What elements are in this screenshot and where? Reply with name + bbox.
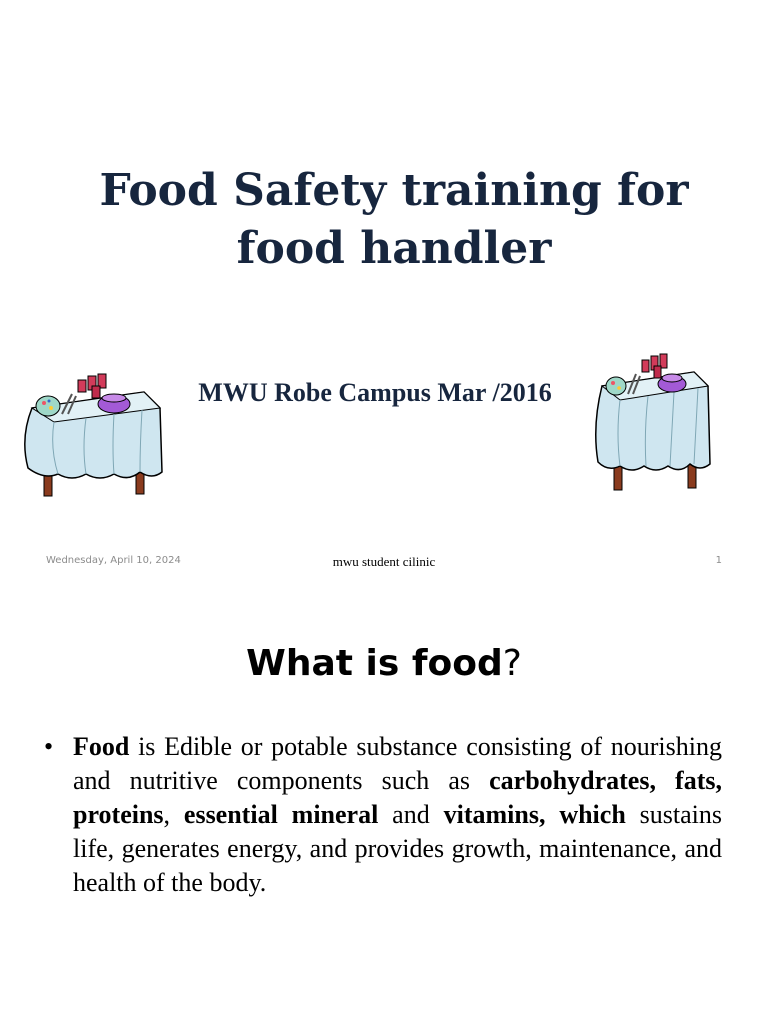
text-segment: sustains life, generates energy, and provides growth, maintenance, and health of the body. [73, 800, 723, 897]
slide-title: Food Safety training for food handler [99, 165, 689, 274]
heading-bold-text: What is food [246, 643, 503, 684]
footer-text: mwu student cilinic [332, 554, 436, 569]
table-with-food-icon [590, 350, 714, 492]
bullet-list [44, 730, 722, 900]
table-with-food-icon [14, 368, 166, 500]
footer-date: Wednesday, April 10, 2024 [46, 555, 181, 566]
text-segment: , [163, 800, 184, 829]
bullet-dot: • [44, 732, 54, 761]
slide-heading [0, 640, 768, 688]
heading-question-mark: ? [502, 643, 522, 684]
content-slide [0, 576, 768, 1024]
term-food: Food [73, 732, 130, 761]
bullet-text [73, 730, 722, 900]
slide-number: 1 [715, 555, 722, 566]
term-macronutrients: carbohydrates, fats, proteins [73, 766, 722, 829]
term-vitamins: vitamins, which [443, 800, 626, 829]
slide-subtitle: MWU Robe Campus Mar /2016 [198, 378, 552, 407]
text-segment: is Edible or potable substance consisting of nourishing and nutritive components such as [73, 732, 722, 795]
text-segment: and [378, 800, 444, 829]
term-essential-mineral: essential mineral [183, 800, 379, 829]
